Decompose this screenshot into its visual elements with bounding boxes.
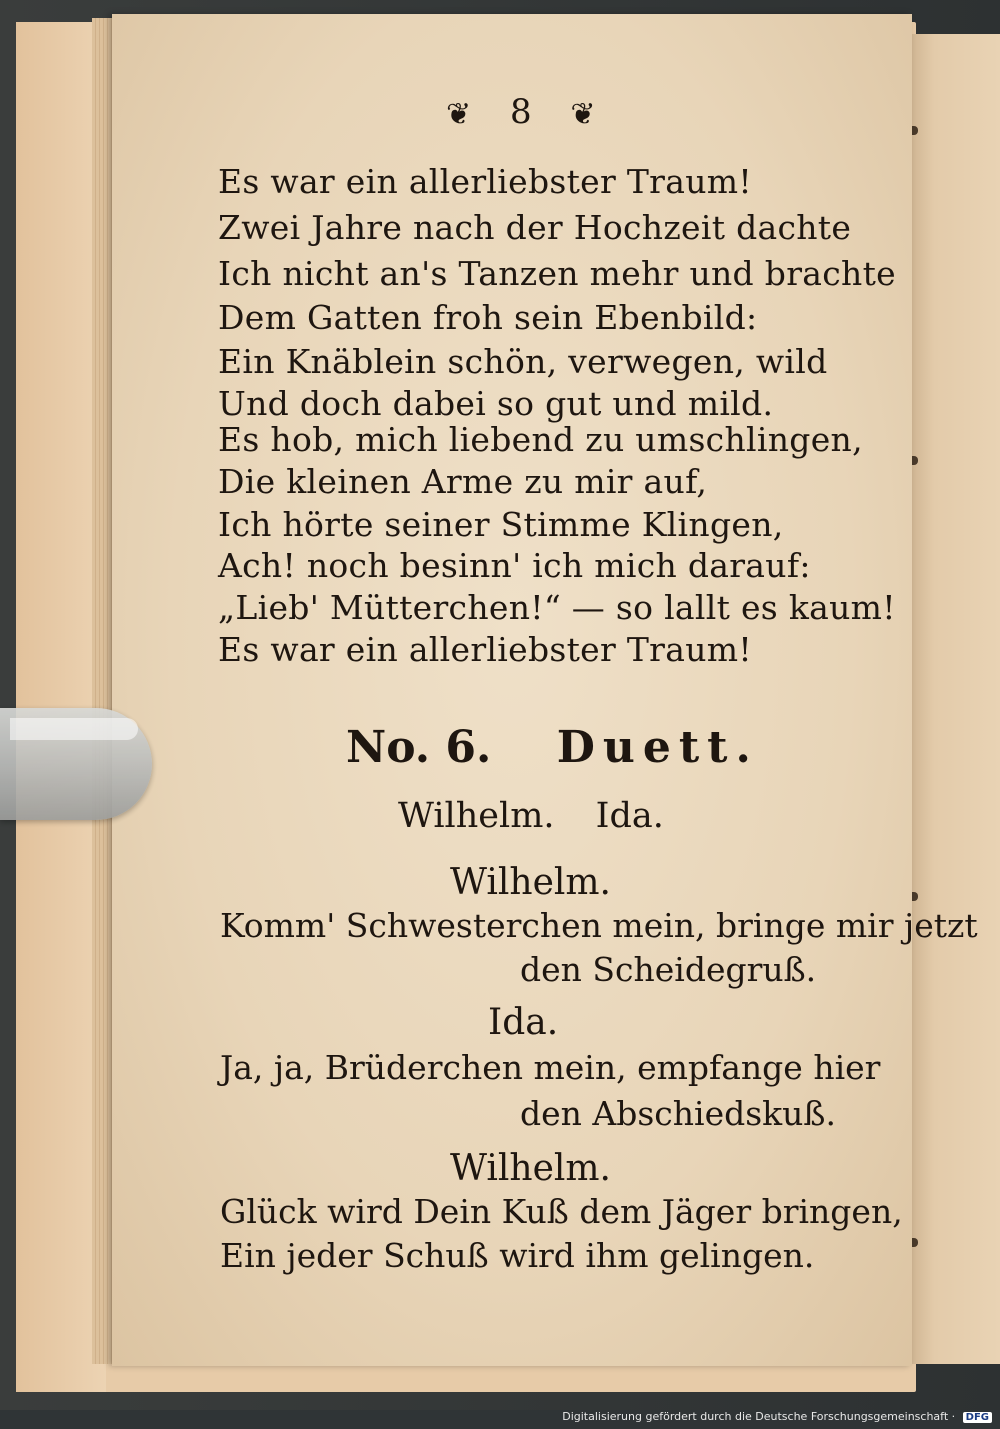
verse-line: Und doch dabei so gut und mild. [218, 384, 774, 423]
facing-page-edge [906, 34, 1000, 1364]
verse-line: Ich nicht an's Tanzen mehr und brachte [218, 254, 896, 293]
verse-line: Ein Knäblein schön, verwegen, wild [218, 342, 828, 381]
duet-number: No. 6. [346, 722, 492, 773]
verse-line: „Lieb' Mütterchen!“ — so lallt es kaum! [218, 588, 896, 627]
verse-line: Es hob, mich liebend zu umschlingen, [218, 420, 863, 459]
sung-line: Komm' Schwesterchen mein, bringe mir jetzt [220, 906, 978, 945]
sung-line: Ja, ja, Brüderchen mein, empfange hier [220, 1048, 881, 1087]
speaker-name: Wilhelm. [450, 1148, 611, 1189]
character-list [398, 796, 664, 836]
ornament-right-icon: ❦ [570, 96, 596, 132]
sung-line: den Abschiedskuß. [520, 1094, 836, 1133]
duet-title: Duett. [556, 722, 759, 773]
sung-line: Glück wird Dein Kuß dem Jäger bringen, [220, 1192, 903, 1231]
verse-line: Ach! noch besinn' ich mich darauf: [218, 546, 811, 585]
ornament-left-icon: ❦ [446, 96, 472, 132]
character-name: Ida. [595, 796, 664, 836]
credit-text: Digitalisierung gefördert durch die Deutsche Forschungsgemeinschaft · [562, 1410, 956, 1423]
verse-line: Zwei Jahre nach der Hochzeit dachte [218, 208, 852, 247]
sung-line: den Scheidegruß. [520, 950, 817, 989]
verse-line: Dem Gatten froh sein Ebenbild: [218, 298, 758, 337]
digitization-credit [562, 1410, 992, 1423]
page-clip-highlight [10, 718, 138, 740]
page-header [418, 92, 624, 132]
verse-line: Es war ein allerliebster Traum! [218, 630, 752, 669]
character-name: Wilhelm. [398, 796, 555, 836]
speaker-name: Wilhelm. [450, 862, 611, 903]
speaker-name: Ida. [488, 1002, 559, 1043]
verse-line: Es war ein allerliebster Traum! [218, 162, 752, 201]
sung-line: Ein jeder Schuß wird ihm gelingen. [220, 1236, 815, 1275]
dfg-logo: DFG [963, 1412, 992, 1423]
verse-line: Ich hörte seiner Stimme Klingen, [218, 505, 784, 544]
duet-heading [346, 722, 759, 773]
verse-line: Die kleinen Arme zu mir auf, [218, 462, 708, 501]
page-number: 8 [509, 92, 532, 132]
